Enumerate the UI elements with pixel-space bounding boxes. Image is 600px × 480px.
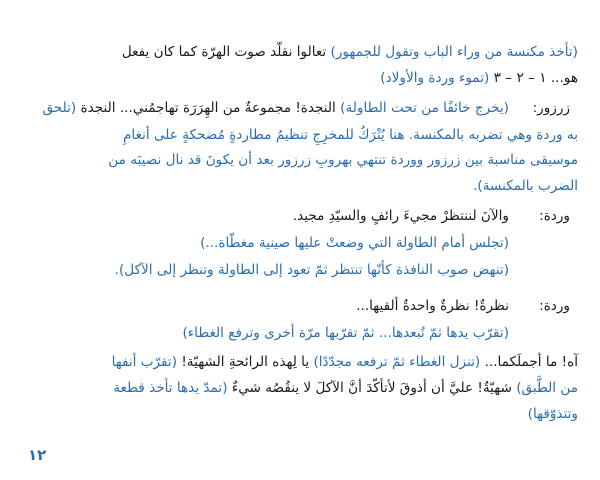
stage-direction: (يخرج خائفًا من تحت الطاولة) (340, 100, 509, 116)
dialogue-line (42, 98, 509, 118)
speaker-label: زرزور: (532, 100, 570, 116)
dialogue-text: يا لِهذه الرائحةِ الشهيّة! (181, 354, 310, 370)
stage-direction: (تجلس أمام الطاولة التي وضعتْ عليها صينية مغطّاة...) (200, 235, 509, 251)
dialogue-text: شهيّةٌ! عليَّ أن أذوقَ لأتأكّدَ أنَّ الآكلَ لا ينقُصُه شيءٌ (231, 380, 512, 396)
stage-direction: به وردة وهي تضربه بالمكنسة. هنا يُتْرَكُ للمخرِجِ تنظيمُ مطاردةٍ مُضحكةٍ على أنغامِ (122, 127, 578, 143)
stage-direction: (تأخذ مكنسة من وراء الباب وتقول للجمهور) (330, 44, 578, 60)
stage-direction: من الطَّبق) (516, 380, 578, 396)
stage-direction: الضرب بالمكنسة). (473, 178, 578, 194)
dialogue-line (112, 352, 578, 372)
stage-direction: وتتذوّقها) (527, 406, 578, 422)
stage-direction: (تنهض صوب النافذة كأنّها تنتظر ثمّ تعود إلى الطاولة وتنظر إلى الآكل). (114, 262, 509, 278)
stage-direction: (تقرّب يدها ثمّ تُبعدها... ثمّ تقرّبها مرّة أخرى وترفع الغطاء) (182, 325, 509, 341)
dialogue-text: النجدة! مجموعةٌ من الهِرَرَة تهاجمُني... النجدة (80, 100, 336, 116)
dialogue-text: نظرةٌ! نظرةٌ واحدةٌ ألقيها... (356, 298, 509, 314)
stage-direction: (تقرّب أنفها (111, 354, 178, 370)
dialogue-text: هو... ١ – ٢ – ٣ (493, 70, 578, 86)
stage-direction: (تموء وردة والأولاد) (380, 70, 490, 86)
stage-direction: (تلحق (42, 100, 77, 116)
dialogue-text: تعالوا نقلّد صوت الهرّة كما كان يفعل (121, 44, 327, 60)
stage-direction: (تنزل الغطاء ثمّ ترفعه مجدّدًا) (313, 354, 481, 370)
dialogue-text: آه! ما أجملَكما... (484, 354, 578, 370)
page-number: ١٢ (28, 446, 47, 464)
speaker-label: وردة: (539, 208, 570, 224)
narration-line (380, 68, 578, 88)
stage-direction: (تمدّ يدها تأخذ قطعة (113, 380, 228, 396)
dialogue-text: والآنَ لننتظرْ مجيءَ رائفٍ والسيّدِ مجيد. (292, 208, 509, 224)
narration-line (122, 42, 578, 62)
stage-direction: موسيقى مناسبة بين زرزور ووردة تنتهي بهروبِ زرزور بعد أن يكونَ قد نال نصيبَه من (108, 152, 578, 168)
dialogue-line (113, 378, 578, 398)
speaker-label: وردة: (539, 298, 570, 314)
